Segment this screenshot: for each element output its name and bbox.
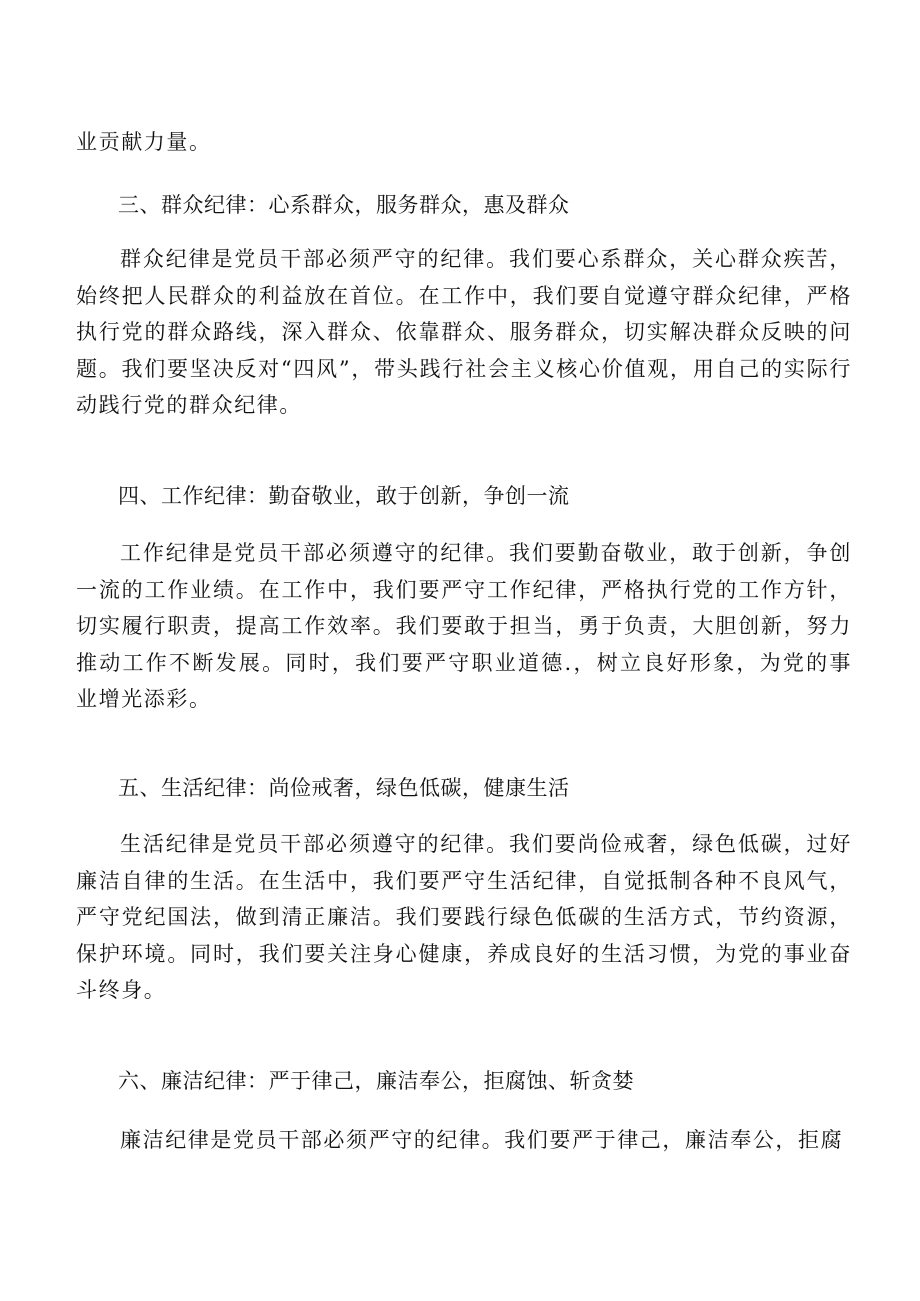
section-heading-work-discipline: 四、工作纪律：勤奋敬业，敢于创新，争创一流: [118, 484, 570, 508]
section-body-life-discipline: 生活纪律是党员干部必须遵守的纪律。我们要尚俭戒奢，绿色低碳，过好廉洁自律的生活。在生活中，我们要严守生活纪律，自觉抵制各种不良风气，严守党纪国法，做到清正廉洁。我们要践行绿色低碳的生活方式，节约资源，保护环境。同时，我们要关注身心健康，养成良好的生活习惯，为党的事业奋斗终身。: [76, 832, 852, 1002]
section-body-integrity-discipline: 廉洁纪律是党员干部必须严守的纪律。我们要严于律己，廉洁奉公，拒腐: [120, 1128, 844, 1152]
section-body-work-discipline: 工作纪律是党员干部必须遵守的纪律。我们要勤奋敬业，敢于创新，争创一流的工作业绩。在工作中，我们要严守工作纪律，严格执行党的工作方针，切实履行职责，提高工作效率。我们要敢于担当，勇于负责，大胆创新，努力推动工作不断发展。同时，我们要严守职业道德.，树立良好形象，为党的事业增光添彩。: [76, 541, 852, 711]
intro-paragraph-tail: 业贡献力量。: [76, 130, 212, 154]
section-body-mass-discipline: 群众纪律是党员干部必须严守的纪律。我们要心系群众，关心群众疾苦，始终把人民群众的利益放在首位。在工作中，我们要自觉遵守群众纪律，严格执行党的群众路线，深入群众、依靠群众、服务群众，切实解决群众反映的问题。我们要坚决反对“四风”，带头践行社会主义核心价值观，用自己的实际行动践行党的群众纪律。: [76, 247, 852, 417]
section-heading-integrity-discipline: 六、廉洁纪律：严于律己，廉洁奉公，拒腐蚀、斩贪婪: [118, 1069, 634, 1093]
section-heading-life-discipline: 五、生活纪律：尚俭戒奢，绿色低碳，健康生活: [118, 776, 570, 800]
section-heading-mass-discipline: 三、群众纪律：心系群众，服务群众，惠及群众: [118, 193, 570, 217]
